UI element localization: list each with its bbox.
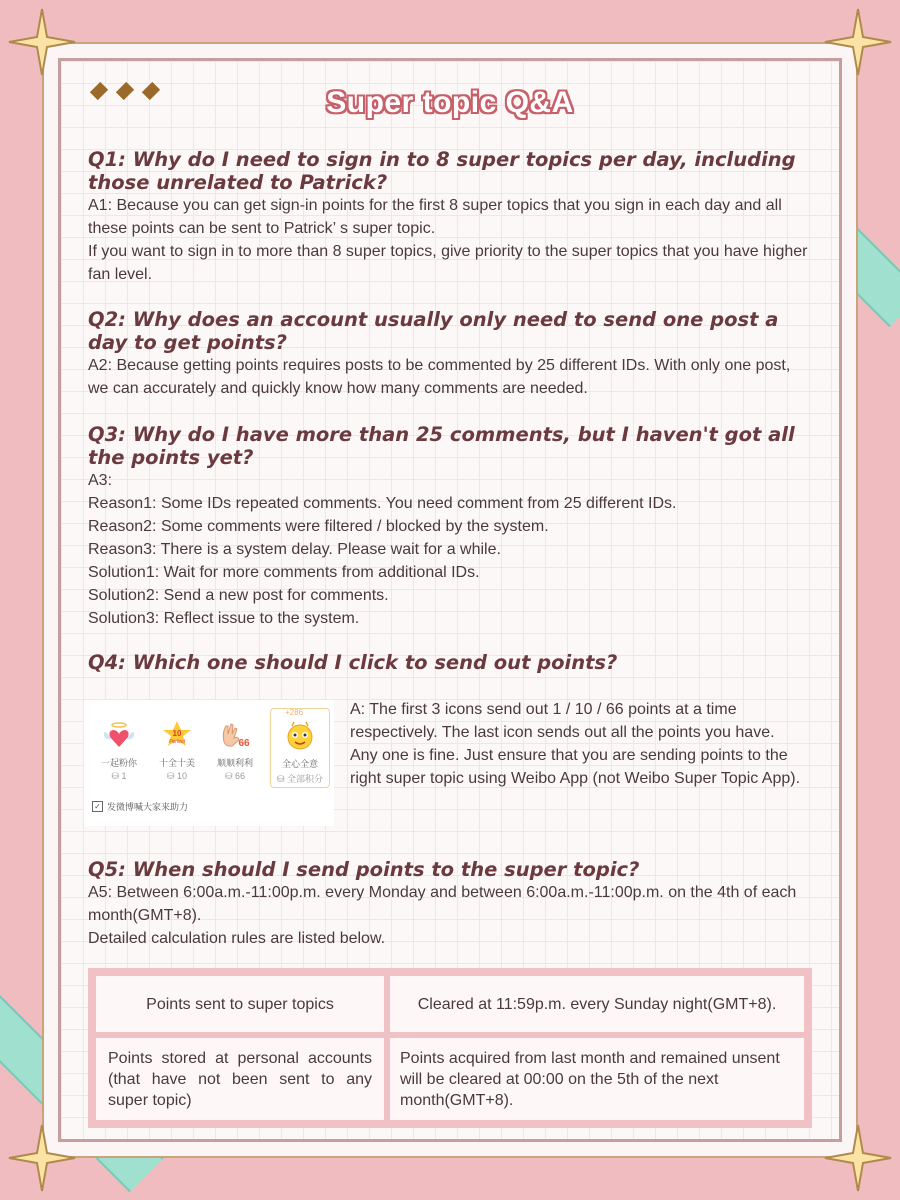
- rules-table: [88, 968, 812, 1128]
- hand-66-icon: [218, 720, 252, 750]
- question-3: Q3: Why do I have more than 25 comments, but I haven't got all the points yet?: [88, 423, 795, 469]
- sparkle-star-icon: [7, 1123, 77, 1193]
- sparkle-star-icon: [7, 7, 77, 77]
- share-checkbox[interactable]: [92, 800, 188, 813]
- answer-5-line: Detailed calculation rules are listed below.: [88, 930, 386, 947]
- option-send-66[interactable]: 66 顺顺利利 ⛁ 66: [206, 708, 264, 786]
- weibo-points-widget: [84, 700, 334, 826]
- answer-3-line: Solution3: Reflect issue to the system.: [88, 610, 360, 627]
- table-row: [93, 973, 807, 1035]
- option-send-1[interactable]: 一起粉你 ⛁ 1: [90, 708, 148, 786]
- qa-item-5: [88, 858, 812, 950]
- emoji-face-icon: [283, 721, 317, 751]
- perfect-10-icon-number: 10: [172, 729, 182, 738]
- answer-1-line: A1: Because you can get sign-in points for the first 8 super topics that you sign in each day and all these points can be sent to Patrick’ s super topic.: [88, 197, 782, 237]
- qa-item-2: [88, 308, 812, 400]
- option-send-10[interactable]: 10 Perfect 十全十美 ⛁ 10: [148, 708, 206, 786]
- question-2: Q2: Why does an account usually only need to send one post a day to get points?: [88, 308, 779, 354]
- answer-3-line: Reason1: Some IDs repeated comments. You need comment from 25 different IDs.: [88, 495, 677, 512]
- perfect-10-icon-word: Perfect: [169, 739, 185, 745]
- qa-item-1: [88, 148, 812, 286]
- hand-66-icon-number: 66: [238, 738, 250, 749]
- winged-heart-icon: [102, 720, 136, 750]
- answer-2-line: A2: Because getting points requires posts to be commented by 25 different IDs. With only one post, we can accurately and quickly know how many comments are needed.: [88, 357, 791, 397]
- sparkle-star-icon: [823, 1123, 893, 1193]
- points-badge: +286: [285, 708, 304, 717]
- answer-3-line: Reason3: There is a system delay. Please wait for a while.: [88, 541, 501, 558]
- option-send-all[interactable]: +286 全心全意 ⛁ 全部积分: [270, 708, 330, 788]
- answer-5-line: A5: Between 6:00a.m.-11:00p.m. every Monday and between 6:00a.m.-11:00p.m. on the 4th of each month(GMT+8).: [88, 884, 797, 924]
- answer-3-line: A3:: [88, 472, 113, 489]
- answer-4: [350, 698, 812, 790]
- qa-item-3: [88, 423, 812, 630]
- share-checkbox-label: 发微博喊大家来助力: [107, 802, 189, 812]
- sparkle-star-icon: [823, 7, 893, 77]
- rule-label: Points sent to super topics: [93, 973, 387, 1035]
- perfect-10-icon: [160, 720, 194, 750]
- rule-label: Points stored at personal accounts (that have not been sent to any super topic): [93, 1035, 387, 1123]
- answer-4-line: Any one is fine. Just ensure that you are sending points to the right super topic using Weibo App (not Weibo Super Topic App).: [350, 747, 801, 787]
- answer-3-line: Solution1: Wait for more comments from additional IDs.: [88, 564, 480, 581]
- rule-detail: Cleared at 11:59p.m. every Sunday night(GMT+8).: [387, 973, 807, 1035]
- table-row: [93, 1035, 807, 1123]
- answer-3-line: Solution2: Send a new post for comments.: [88, 587, 389, 604]
- page-title: Super topic Q&A: [326, 86, 574, 119]
- question-5: Q5: When should I send points to the super topic?: [88, 858, 640, 881]
- answer-4-line: A: The first 3 icons send out 1 / 10 / 66 points at a time respectively. The last icon sends out all the points you have.: [350, 701, 775, 741]
- question-1: Q1: Why do I need to sign in to 8 super topics per day, including those unrelated to Patrick?: [88, 148, 796, 194]
- answer-1-line: If you want to sign in to more than 8 super topics, give priority to the super topics that you have higher fan level.: [88, 243, 808, 283]
- check-icon: ✓: [92, 801, 103, 812]
- points-options: [90, 708, 330, 788]
- answer-3-line: Reason2: Some comments were filtered / blocked by the system.: [88, 518, 549, 535]
- rule-detail: Points acquired from last month and remained unsent will be cleared at 00:00 on the 5th of the next month(GMT+8).: [387, 1035, 807, 1123]
- question-4: Q4: Which one should I click to send out points?: [88, 651, 618, 674]
- qa-item-4: [88, 651, 812, 674]
